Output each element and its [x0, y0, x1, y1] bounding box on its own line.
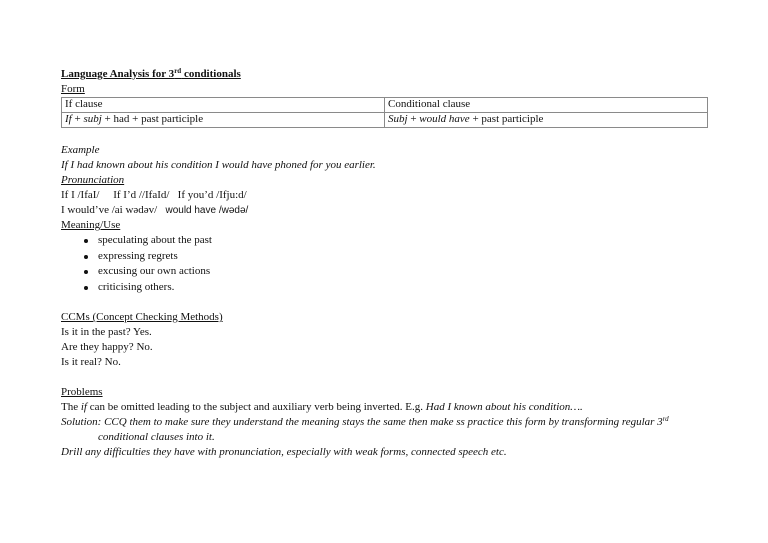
example-sentence: If I had known about his condition I would have phoned for you earlier. — [61, 159, 376, 171]
conditional-clause-header: Conditional clause — [385, 98, 708, 113]
pronunciation-line-1: If I /IfaI/ If I’d //IfaId/ If you’d /Ifju:d/ — [61, 189, 247, 201]
table-row — [62, 113, 708, 128]
spacer — [61, 295, 721, 310]
bullet-icon — [84, 286, 88, 290]
ccms-heading: CCMs (Concept Checking Methods) — [61, 311, 223, 323]
example-heading: Example — [61, 144, 100, 156]
spacer — [61, 370, 721, 385]
problem-description: The if can be omitted leading to the subject and auxiliary verb being inverted. E.g. Had I known about his condition…. — [61, 401, 583, 413]
spacer — [61, 128, 721, 143]
form-table — [61, 97, 708, 128]
solution-continuation: conditional clauses into it. — [98, 431, 215, 443]
solution-text: Solution: CCQ them to make sure they understand the meaning stays the same then make ss practice this form by transforming regular 3rd — [61, 415, 669, 428]
ccm-question: Is it real? No. — [61, 356, 121, 368]
conditional-clause-form: Subj + would have + past participle — [385, 113, 708, 128]
pronunciation-heading: Pronunciation — [61, 174, 125, 186]
list-item: criticising others. — [61, 280, 721, 296]
table-header-row — [62, 98, 708, 113]
pronunciation-line-2: I would’ve /ai wədəv/ would have /wədə/ — [61, 204, 249, 216]
drill-text: Drill any difficulties they have with pronunciation, especially with weak forms, connected speech etc. — [61, 446, 507, 458]
ccm-question: Are they happy? No. — [61, 341, 153, 353]
bullet-icon — [84, 255, 88, 259]
problems-heading: Problems — [61, 386, 103, 398]
form-heading: Form — [61, 83, 85, 95]
list-item: speculating about the past — [61, 233, 721, 249]
document-page — [61, 67, 721, 460]
bullet-icon — [84, 239, 88, 243]
document-title: Language Analysis for 3rd conditionals — [61, 67, 241, 80]
bullet-icon — [84, 270, 88, 274]
if-clause-header: If clause — [62, 98, 385, 113]
list-item: expressing regrets — [61, 249, 721, 265]
if-clause-form: If + subj + had + past participle — [62, 113, 385, 128]
list-item: excusing our own actions — [61, 264, 721, 280]
ccm-question: Is it in the past? Yes. — [61, 326, 152, 338]
meaning-heading: Meaning/Use — [61, 219, 121, 231]
meaning-list — [61, 233, 721, 295]
